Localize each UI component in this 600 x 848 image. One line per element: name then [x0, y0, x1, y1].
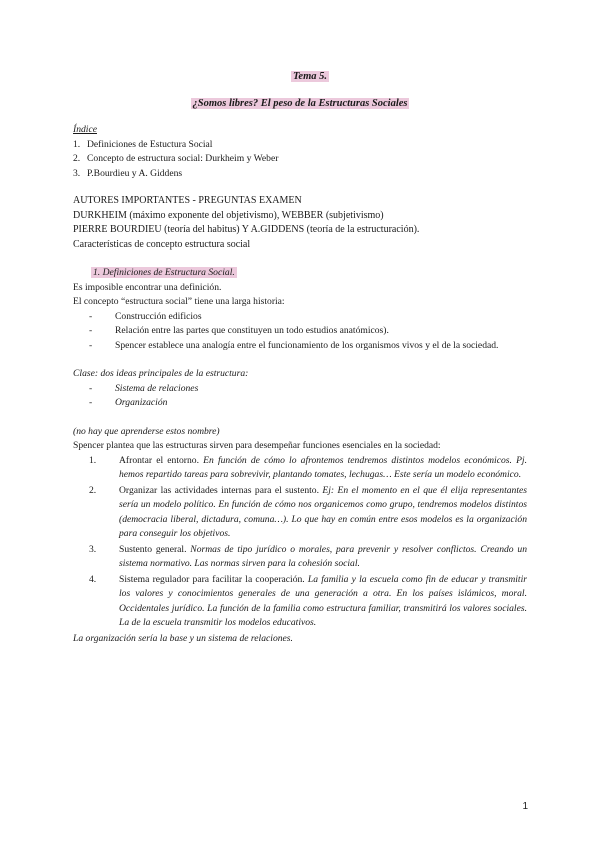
list-item: - Sistema de relaciones [89, 382, 199, 394]
numbered-item: 3. Sustento general. Normas de tipo jurídico o morales, para prevenir y resolver conflictos. Creando un sistema normativo. Las normas sirven para la cohesión social. [89, 543, 527, 569]
numbered-item: 4. Sistema regulador para facilitar la cooperación. La familia y la escuela como fin de educar y transmitir los valores y conocimientos generales de una generación a otra. En los países islámicos, moral. Occidentales jurídico. La función de la familia como estructura familiar, transmitirá los valores sociales. La de la escuela transmitir los modelos educativos. [89, 573, 527, 628]
page-number: 1 [522, 801, 528, 812]
list-item: - Construcción edificios [89, 310, 202, 322]
title-block [73, 70, 527, 111]
section-paragraph: El concepto “estructura social” tiene una larga historia: [73, 296, 285, 307]
index-item: 2. Concepto de estructura social: Durkheim y Weber [73, 153, 279, 164]
authors-line: Características de concepto estructura social [73, 238, 251, 250]
index-item: 3. P.Bourdieu y A. Giddens [73, 167, 183, 179]
section-heading: 1. Definiciones de Estructura Social. [93, 267, 235, 278]
topic-number: Tema 5. [292, 71, 328, 82]
section-paragraph: Es imposible encontrar una definición. [73, 281, 222, 293]
authors-line: PIERRE BOURDIEU (teoría del habitus) Y A.GIDDENS (teoría de la estructuración). [73, 224, 420, 235]
authors-line: DURKHEIM (máximo exponente del objetivismo), WEBBER (subjetivismo) [73, 209, 384, 221]
list-item: - Organización [89, 397, 168, 408]
note: (no hay que aprenderse estos nombre) [73, 425, 220, 437]
numbered-item: 1. Afrontar el entorno. En función de cómo lo afrontemos tendremos distintos modelos económicos. Pj. hemos repartido tareas para sobrevivir, plantando tomates, lechugas… Este sería un modelo económico. [89, 454, 527, 480]
authors-heading: AUTORES IMPORTANTES - PREGUNTAS EXAMEN [73, 195, 302, 206]
index-section [73, 123, 527, 181]
list-item: - Relación entre las partes que constituyen un todo estudios anatómicos). [89, 325, 389, 336]
index-heading: Índice [73, 124, 97, 135]
closing-line: La organización sería la base y un sistema de relaciones. [73, 632, 293, 644]
index-item: 1. Definiciones de Estuctura Social [73, 138, 213, 150]
spencer-intro: Spencer plantea que las estructuras sirven para desempeñar funciones esenciales en la sociedad: [73, 440, 441, 451]
clase-heading: Clase: dos ideas principales de la estructura: [73, 368, 249, 379]
numbered-item: 2. Organizar las actividades internas para el sustento. Ej: En el momento en el que él elija representantes sería un modelo político. En función de cómo nos organicemos como grupo, tendremos modelos distintos (democracia liberal, dictadura, comuna…). Lo que hay en común entre esos modelos es la organización para conseguir los objetivos. [89, 484, 527, 539]
list-item: - Spencer establece una analogía entre el funcionamiento de los organismos vivos y el de la sociedad. [89, 339, 499, 351]
page-title: ¿Somos libres? El peso de la Estructuras Sociales [192, 97, 408, 109]
document-page [73, 70, 527, 646]
authors-section [73, 194, 527, 252]
